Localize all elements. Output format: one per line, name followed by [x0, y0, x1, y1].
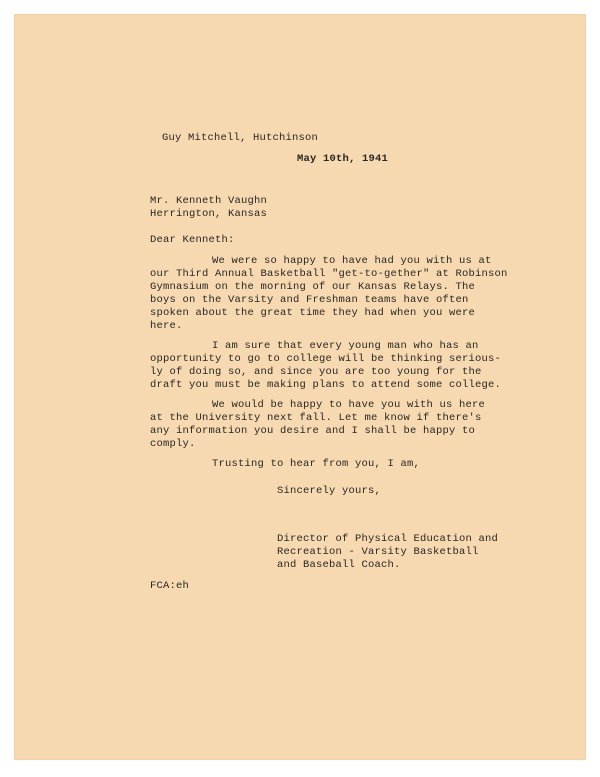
recipient-name: Mr. Kenneth Vaughn: [150, 195, 268, 207]
paragraph-2-line: ly of doing so, and since you are too young for the: [150, 366, 482, 378]
salutation: Dear Kenneth:: [150, 234, 235, 246]
signoff: Sincerely yours,: [277, 485, 382, 497]
paragraph-1-line: boys on the Varsity and Freshman teams have often: [150, 294, 469, 306]
recipient-address: Herrington, Kansas: [150, 208, 268, 220]
signature-title-line: Recreation - Varsity Basketball: [277, 546, 479, 558]
signature-title-line: Director of Physical Education and: [277, 533, 499, 545]
closing-line: Trusting to hear from you, I am,: [212, 458, 421, 470]
paragraph-3-line: We would be happy to have you with us here: [212, 399, 486, 411]
paragraph-2-line: draft you must be making plans to attend some college.: [150, 379, 502, 391]
paragraph-1-line: Gymnasium on the morning of our Kansas Relays. The: [150, 281, 476, 293]
paragraph-3-line: at the University next fall. Let me know if there's: [150, 412, 482, 424]
file-note: Guy Mitchell, Hutchinson: [162, 132, 319, 144]
paragraph-1-line: here.: [150, 320, 183, 332]
signature-title-line: and Baseball Coach.: [277, 559, 401, 571]
letter-date: May 10th, 1941: [297, 153, 389, 165]
paragraph-3-line: any information you desire and I shall be happy to: [150, 425, 476, 437]
paragraph-3-line: comply.: [150, 438, 196, 450]
paragraph-1-line: We were so happy to have had you with us at: [212, 255, 492, 267]
paragraph-1-line: our Third Annual Basketball "get-to-gether" at Robinson: [150, 268, 508, 280]
paragraph-2-line: opportunity to go to college will be thinking serious-: [150, 353, 502, 365]
paragraph-1-line: spoken about the great time they had when you were: [150, 307, 476, 319]
paragraph-2-line: I am sure that every young man who has an: [212, 340, 479, 352]
letter-page: [15, 15, 585, 759]
typist-initials: FCA:eh: [150, 580, 190, 592]
